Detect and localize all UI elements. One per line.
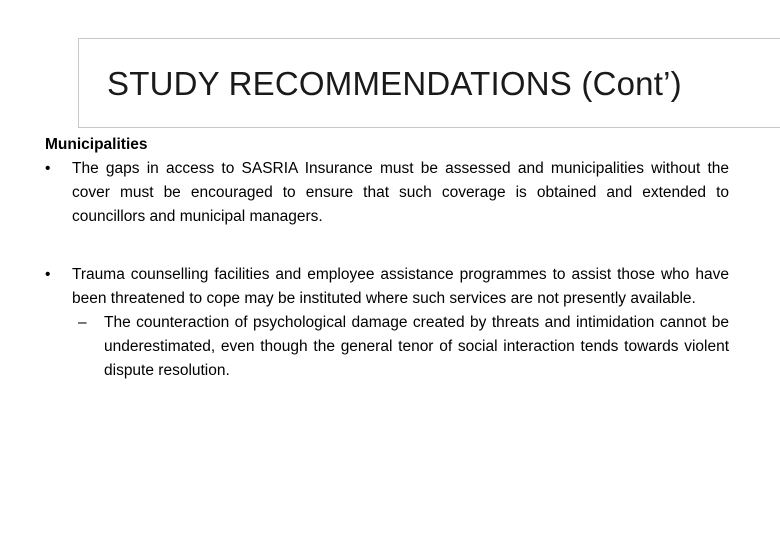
bullet-text: Trauma counselling facilities and employee assistance programmes to assist those who have been threatened to cope may be instituted where such services are not presently available. [72,266,729,307]
bullet-text: The gaps in access to SASRIA Insurance must be assessed and municipalities without the cover must be encouraged to ensure that such coverage is obtained and extended to councillors and municipal managers. [72,160,729,225]
slide-title: STUDY RECOMMENDATIONS (Cont’) [107,65,682,102]
section-heading: Municipalities [45,136,148,153]
bullet-dot-icon: • [45,266,51,283]
bullet-item [45,263,729,311]
bullet-item [45,157,729,229]
title-box [78,38,780,128]
dash-icon: – [78,314,87,331]
sub-bullet-text: The counteraction of psychological damage created by threats and intimidation cannot be underestimated, even though the general tenor of social interaction tends towards violent dispute resolution. [104,314,729,379]
sub-bullet-item [45,311,729,383]
bullet-dot-icon: • [45,160,51,177]
slide-content [45,133,729,383]
